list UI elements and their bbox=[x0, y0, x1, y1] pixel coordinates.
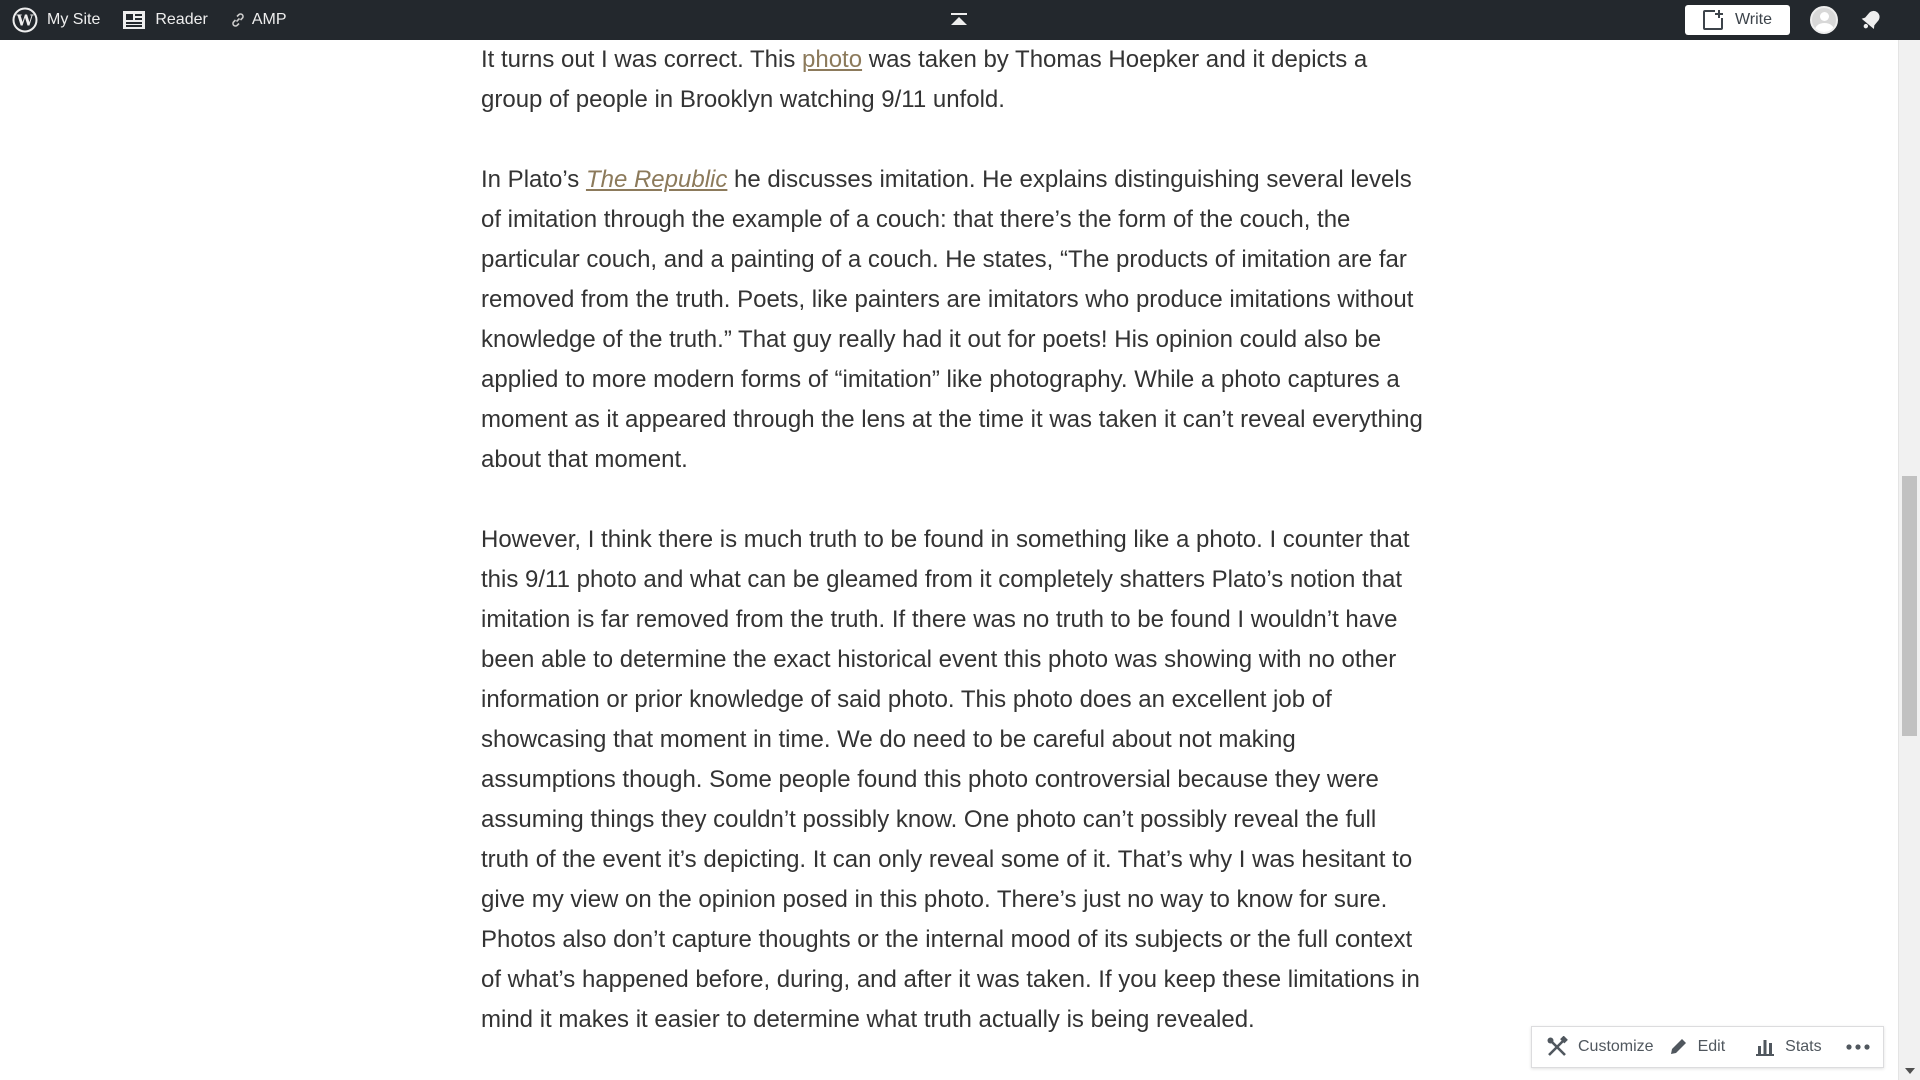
reader-label: Reader bbox=[155, 11, 208, 28]
paragraph-1-text-before: It turns out I was correct. This bbox=[481, 46, 802, 73]
tools-icon bbox=[1546, 1036, 1568, 1058]
admin-bar-right bbox=[1685, 0, 1884, 40]
paragraph-2-text-before: In Plato’s bbox=[481, 166, 586, 193]
my-site-menu[interactable] bbox=[12, 0, 100, 40]
paragraph-1 bbox=[481, 40, 1426, 120]
post-content bbox=[481, 40, 1426, 1080]
link-icon bbox=[230, 12, 246, 28]
edit-label: Edit bbox=[1697, 1038, 1726, 1055]
my-site-label: My Site bbox=[47, 11, 101, 28]
wordpress-logo-icon bbox=[12, 7, 38, 33]
admin-bar-left bbox=[12, 0, 309, 40]
reader-menu[interactable] bbox=[122, 0, 207, 40]
paragraph-2-text-after: he discusses imitation. He explains distinguishing several levels of imitation through the example of a couch: that there’s the form of the couch, the particular couch, and a painting of a couch. He states, “The products of imitation are far removed from the truth. Poets, like painters are imitators who produce imitations without knowledge of the truth.” That guy really had it out for poets! His opinion could also be applied to more modern forms of “imitation” like photography. While a photo captures a moment as it appeared through the lens at the time it was taken it can’t reveal everything about that moment. bbox=[481, 166, 1423, 473]
scrollbar[interactable] bbox=[1898, 40, 1920, 1080]
photo-link[interactable]: photo bbox=[802, 46, 863, 73]
write-label: Write bbox=[1734, 11, 1772, 28]
write-plus-icon bbox=[1701, 8, 1725, 32]
collapse-up-icon[interactable] bbox=[948, 10, 970, 30]
stats-label: Stats bbox=[1785, 1038, 1822, 1055]
reader-icon bbox=[122, 10, 146, 30]
bar-chart-icon bbox=[1755, 1037, 1775, 1057]
scroll-down-arrow-icon[interactable] bbox=[1905, 1068, 1915, 1074]
edit-button[interactable] bbox=[1668, 1037, 1726, 1057]
bell-icon[interactable] bbox=[1858, 7, 1884, 33]
paragraph-3: However, I think there is much truth to be found in something like a photo. I counter that this 9/11 photo and what can be gleamed from it completely shatters Plato’s notion that imitation is far removed from the truth. If there was no truth to be found I wouldn’t have been able to determine the exact historical event this photo was showing with no other information or prior knowledge of said photo. This photo does an excellent job of showcasing that moment in time. We do need to be careful about not making assumptions though. Some people found this photo controversial because they were assuming things they couldn’t possibly know. One photo can’t possibly reveal the full truth of the event it’s depicting. It can only reveal some of it. That’s why I was hesitant to give my view on the opinion posed in this photo. There’s just no way to know for sure. Photos also don’t capture thoughts or the internal mood of its subjects or the full context of what’s happened before, during, and after it was taken. If you keep these limitations in mind it makes it easier to determine what truth actually is being revealed. bbox=[481, 526, 1420, 1033]
ellipsis-icon[interactable] bbox=[1845, 1043, 1871, 1051]
scrollbar-thumb[interactable] bbox=[1902, 476, 1917, 736]
action-bar bbox=[1531, 1026, 1884, 1068]
avatar[interactable] bbox=[1810, 6, 1838, 34]
paragraph-2 bbox=[481, 160, 1426, 480]
pencil-icon bbox=[1668, 1037, 1688, 1057]
customize-label: Customize bbox=[1578, 1038, 1654, 1055]
the-republic-link[interactable]: The Republic bbox=[585, 166, 728, 193]
stats-button[interactable] bbox=[1755, 1037, 1821, 1057]
svg-text:W: W bbox=[16, 11, 34, 30]
customize-button[interactable] bbox=[1546, 1036, 1654, 1058]
amp-menu[interactable] bbox=[230, 0, 287, 40]
write-button[interactable] bbox=[1685, 5, 1790, 35]
amp-label: AMP bbox=[251, 11, 287, 28]
admin-bar bbox=[0, 0, 1920, 40]
paragraph-1-text-after: was taken by Thomas Hoepker and it depicts a group of people in Brooklyn watching 9/11 unfold. bbox=[481, 46, 1368, 113]
